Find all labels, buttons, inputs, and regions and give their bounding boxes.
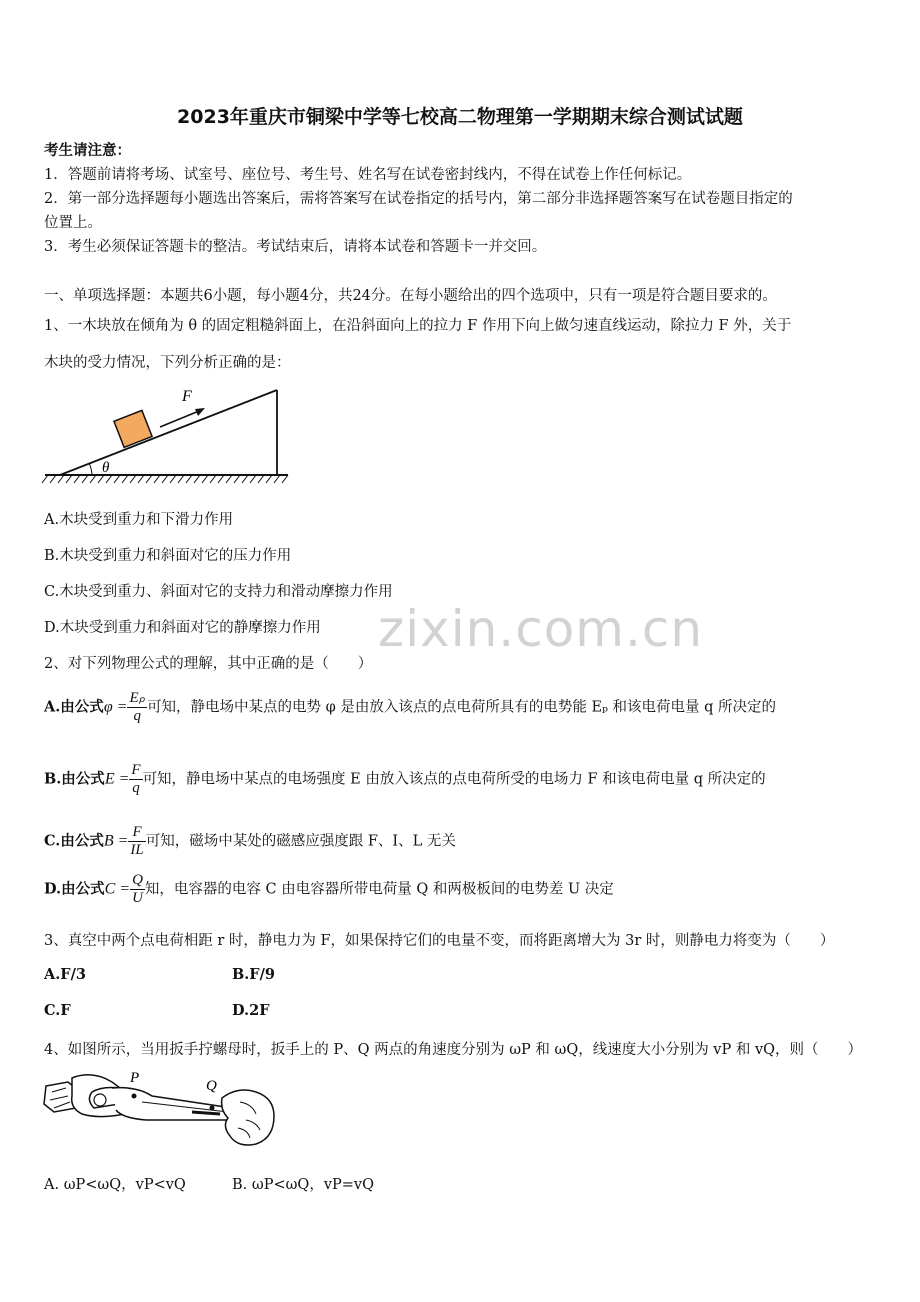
question-4-option-a: A. ωP<ωQ，vP<vQ bbox=[44, 1177, 186, 1193]
question-1-option-b: B.木块受到重力和斜面对它的压力作用 bbox=[44, 548, 292, 564]
notice-item: 位置上。 bbox=[44, 215, 102, 231]
question-4-option-b: B. ωP<ωQ，vP=vQ bbox=[232, 1177, 374, 1193]
question-3-stem: 3、真空中两个点电荷相距 r 时，静电力为 F，如果保持它们的电量不变，而将距离增大为 3r 时，则静电力将变为（ ） bbox=[44, 933, 835, 949]
question-1-stem: 1、一木块放在倾角为 θ 的固定粗糙斜面上，在沿斜面向上的拉力 F 作用下向上做匀速直线运动，除拉力 F 外，关于 bbox=[44, 318, 792, 334]
question-3-option-c: C.F bbox=[44, 1002, 71, 1019]
question-4-stem: 4、如图所示，当用扳手拧螺母时，扳手上的 P、Q 两点的角速度分别为 ωP 和 ωQ，线速度大小分别为 vP 和 vQ，则（ ） bbox=[44, 1042, 863, 1058]
section-heading: 一、单项选择题：本题共6小题，每小题4分，共24分。在每小题给出的四个选项中，只有一项是符合题目要求的。 bbox=[44, 288, 777, 304]
question-2-option-c: C.由公式B = $\frac{F}{IL}$ 可知，磁场中某处的磁感应强度跟 F、I、L 无关 bbox=[44, 824, 456, 858]
question-2-option-b: B.由公式E = $\frac{F}{q}$ 可知，静电场中某点的电场强度 E 由放入该点的点电荷所受的电场力 F 和该电荷电量 q 所决定的 bbox=[44, 762, 766, 796]
question-3-option-b: B.F/9 bbox=[232, 966, 275, 983]
page-title: 2023年重庆市铜梁中学等七校高二物理第一学期期末综合测试试题 bbox=[177, 106, 743, 128]
incline-figure bbox=[40, 385, 300, 495]
question-1-option-c: C.木块受到重力、斜面对它的支持力和滑动摩擦力作用 bbox=[44, 584, 393, 600]
notice-item: 2．第一部分选择题每小题选出答案后，需将答案写在试卷指定的括号内，第二部分非选择题答案写在试卷题目指定的 bbox=[44, 191, 793, 207]
question-3-option-d: D.2F bbox=[232, 1002, 270, 1019]
notice-item: 1．答题前请将考场、试室号、座位号、考生号、姓名写在试卷密封线内，不得在试卷上作任何标记。 bbox=[44, 167, 692, 183]
point-q-label: Q bbox=[206, 1078, 217, 1094]
question-1-option-a: A.木块受到重力和下滑力作用 bbox=[44, 512, 234, 528]
question-2-stem: 2、对下列物理公式的理解，其中正确的是（ ） bbox=[44, 656, 373, 672]
notice-heading: 考生请注意： bbox=[44, 142, 131, 159]
force-label: F bbox=[182, 388, 192, 405]
wrench-figure bbox=[42, 1068, 282, 1158]
point-p-label: P bbox=[130, 1070, 140, 1086]
question-3-option-a: A.F/3 bbox=[44, 966, 86, 983]
question-1-option-d: D.木块受到重力和斜面对它的静摩擦力作用 bbox=[44, 620, 321, 636]
notice-item: 3．考生必须保证答题卡的整洁。考试结束后，请将本试卷和答题卡一并交回。 bbox=[44, 239, 547, 255]
question-2-option-a: A.由公式φ = $\frac{\text{Eₚ}}{q}$ 可知，静电场中某点的电势 φ 是由放入该点的点电荷所具有的电势能 Eₚ 和该电荷电量 q 所决定的 bbox=[44, 690, 777, 724]
question-1-stem-cont: 木块的受力情况，下列分析正确的是： bbox=[44, 355, 291, 371]
watermark: zixin.com.cn bbox=[378, 600, 704, 658]
angle-label: θ bbox=[102, 460, 110, 476]
question-2-option-d: D.由公式C = $\frac{Q}{U}$ 知，电容器的电容 C 由电容器所带电荷量 Q 和两极板间的电势差 U 决定 bbox=[44, 872, 614, 906]
